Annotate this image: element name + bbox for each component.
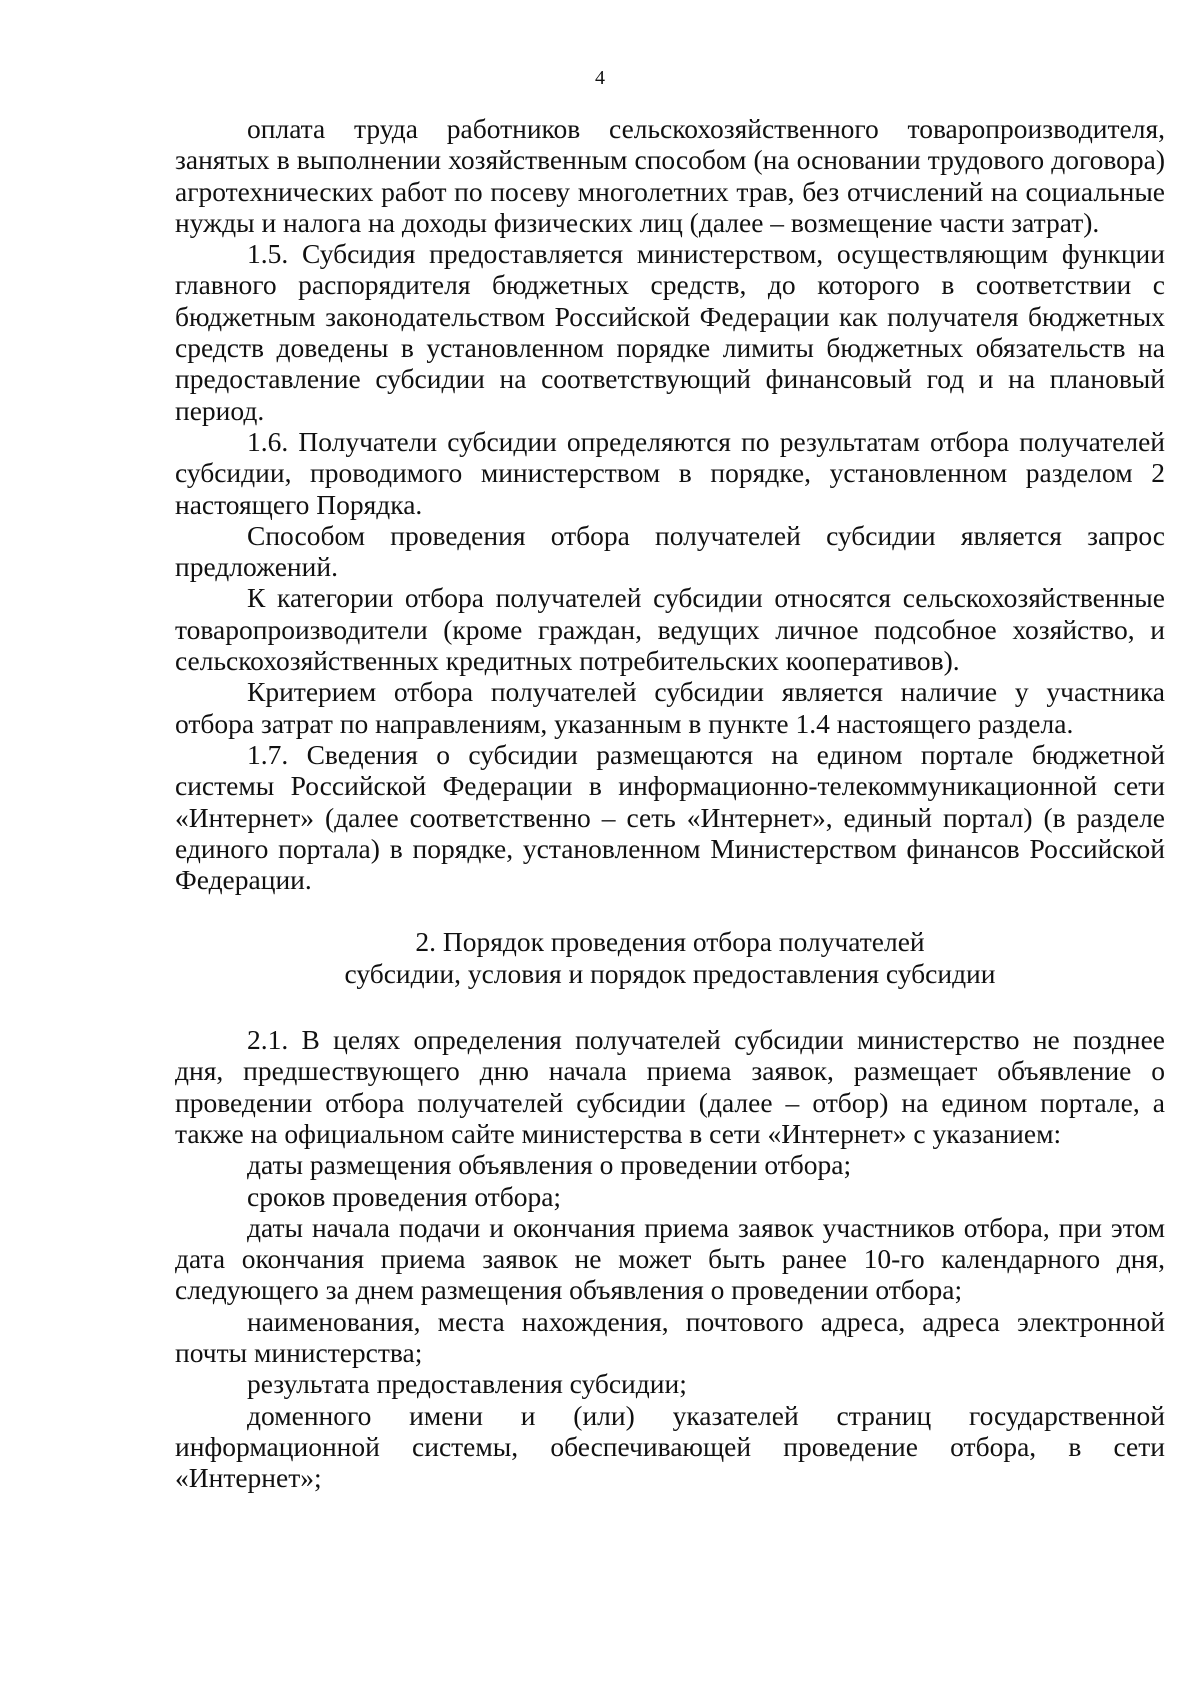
paragraph-2-1: 2.1. В целях определения получателей субсидии министерство не позднее дня, предшествующего дню начала приема заявок, размещает объявление о проведении отбора получателей субсидии (далее – отбор) на едином портале, а также на официальном сайте министерства в сети «Интернет» с указанием: xyxy=(175,1024,1165,1149)
list-item-subsidy-result: результата предоставления субсидии; xyxy=(247,1368,687,1400)
paragraph-selection-category: К категории отбора получателей субсидии относятся сельскохозяйственные товаропроизводители (кроме граждан, ведущих личное подсобное хозяйство, и сельскохозяйственных кредитных потребительских кооперативов). xyxy=(175,582,1165,677)
paragraph-1-6: 1.6. Получатели субсидии определяются по результатам отбора получателей субсидии, проводимого министерством в порядке, установленном разделом 2 настоящего Порядка. xyxy=(175,425,1165,520)
section-heading xyxy=(175,926,1165,989)
paragraph-selection-criterion: Критерием отбора получателей субсидии является наличие у участника отбора затрат по направлениям, указанным в пункте 1.4 настоящего раздела. xyxy=(175,676,1165,739)
document-body xyxy=(175,113,1165,1493)
section-heading-line-1: 2. Порядок проведения отбора получателей xyxy=(415,926,925,958)
paragraph-labor-costs: оплата труда работников сельскохозяйственного товаропроизводителя, занятых в выполнении хозяйственным способом (на основании трудового договора) агротехнических работ по посеву многолетних трав, без отчислений на социальные нужды и налога на доходы физических лиц (далее – возмещение части затрат). xyxy=(175,113,1165,238)
list-item-ministry-contacts: наименования, места нахождения, почтового адреса, адреса электронной почты министерства; xyxy=(175,1305,1165,1368)
list-item-announcement-date: даты размещения объявления о проведении отбора; xyxy=(247,1149,852,1181)
list-item-selection-period: сроков проведения отбора; xyxy=(247,1180,562,1212)
paragraph-1-7: 1.7. Сведения о субсидии размещаются на едином портале бюджетной системы Российской Федерации в информационно-телекоммуникационной сети «Интернет» (далее соответственно – сеть «Интернет», единый портал) (в разделе единого портала) в порядке, установленном Министерством финансов Российской Федерации. xyxy=(175,738,1165,896)
list-item-domain-name: доменного имени и (или) указателей страниц государственной информационной системы, обеспечивающей проведение отбора, в сети «Интернет»; xyxy=(175,1399,1165,1494)
page-number: 4 xyxy=(595,67,605,89)
section-heading-line-2: субсидии, условия и порядок предоставления субсидии xyxy=(344,957,996,989)
list-item-application-dates: даты начала подачи и окончания приема заявок участников отбора, при этом дата окончания приема заявок не может быть ранее 10-го календарного дня, следующего за днем размещения объявления о проведении отбора; xyxy=(175,1211,1165,1306)
paragraph-selection-method: Способом проведения отбора получателей субсидии является запрос предложений. xyxy=(175,519,1165,583)
paragraph-1-5: 1.5. Субсидия предоставляется министерством, осуществляющим функции главного распорядителя бюджетных средств, до которого в соответствии с бюджетным законодательством Российской Федерации как получателя бюджетных средств доведены в установленном порядке лимиты бюджетных обязательств на предоставление субсидии на соответствующий финансовый год и на плановый период. xyxy=(175,238,1165,426)
